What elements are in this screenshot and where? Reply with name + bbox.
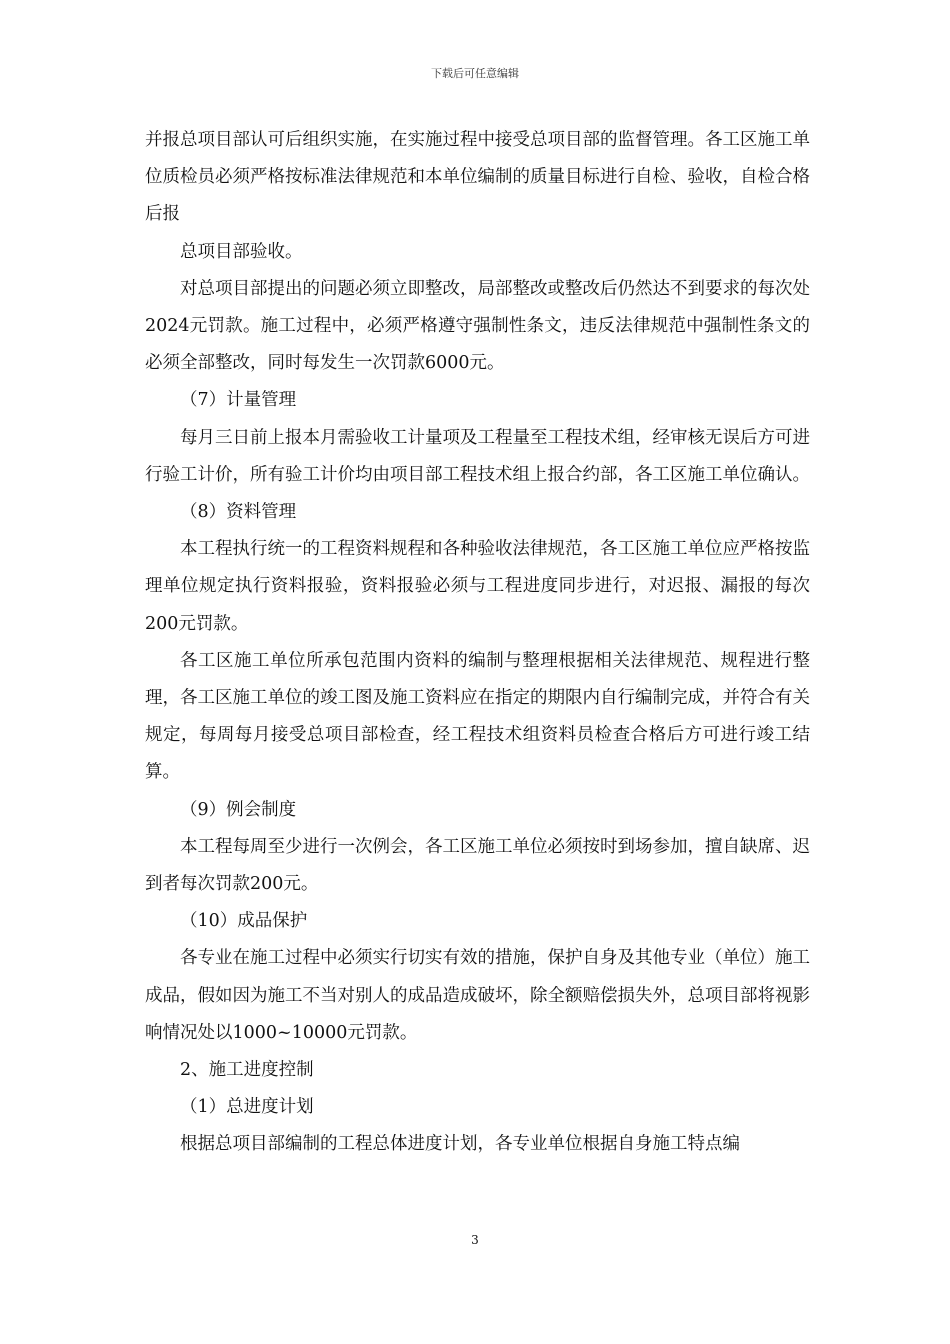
page-number: 3 xyxy=(471,1233,479,1247)
paragraph: 对总项目部提出的问题必须立即整改，局部整改或整改后仍然达不到要求的每次处2024元罚款。施工过程中，必须严格遵守强制性条文，违反法律规范中强制性条文的必须全部整改，同时每发生一次罚款6000元。 xyxy=(145,278,810,374)
section-heading: （7）计量管理 xyxy=(180,390,297,411)
section-heading: （1）总进度计划 xyxy=(180,1097,314,1118)
section-heading: （10）成品保护 xyxy=(180,911,308,932)
page-header xyxy=(0,66,950,82)
section-heading: （9）例会制度 xyxy=(180,799,297,820)
paragraph: 本工程每周至少进行一次例会，各工区施工单位必须按时到场参加，擅自缺席、迟到者每次罚款200元。 xyxy=(145,836,810,895)
paragraph: 并报总项目部认可后组织实施，在实施过程中接受总项目部的监督管理。各工区施工单位质检员必须严格按标准法律规范和本单位编制的质量目标进行自检、验收，自检合格后报 xyxy=(145,130,810,225)
paragraph: 各工区施工单位所承包范围内资料的编制与整理根据相关法律规范、规程进行整理，各工区施工单位的竣工图及施工资料应在指定的期限内自行编制完成，并符合有关规定，每周每月接受总项目部检查，经工程技术组资料员检查合格后方可进行竣工结算。 xyxy=(145,650,810,783)
paragraph: 本工程执行统一的工程资料规程和各种验收法律规范，各工区施工单位应严格按监理单位规定执行资料报验，资料报验必须与工程进度同步进行，对迟报、漏报的每次200元罚款。 xyxy=(145,539,810,634)
paragraph: 各专业在施工过程中必须实行切实有效的措施，保护自身及其他专业（单位）施工成品，假如因为施工不当对别人的成品造成破坏，除全额赔偿损失外，总项目部将视影响情况处以1000~10000元罚款。 xyxy=(145,948,810,1043)
document-body xyxy=(145,122,810,1164)
paragraph: 根据总项目部编制的工程总体进度计划，各专业单位根据自身施工特点编 xyxy=(180,1134,740,1155)
section-heading: 2、施工进度控制 xyxy=(180,1060,314,1081)
section-heading: （8）资料管理 xyxy=(180,502,297,523)
paragraph: 总项目部验收。 xyxy=(180,241,303,262)
header-text: 下载后可任意编辑 xyxy=(431,67,519,80)
page-footer xyxy=(0,1232,950,1248)
paragraph: 每月三日前上报本月需验收工计量项及工程量至工程技术组，经审核无误后方可进行验工计价，所有验工计价均由项目部工程技术组上报合约部，各工区施工单位确认。 xyxy=(145,427,810,485)
